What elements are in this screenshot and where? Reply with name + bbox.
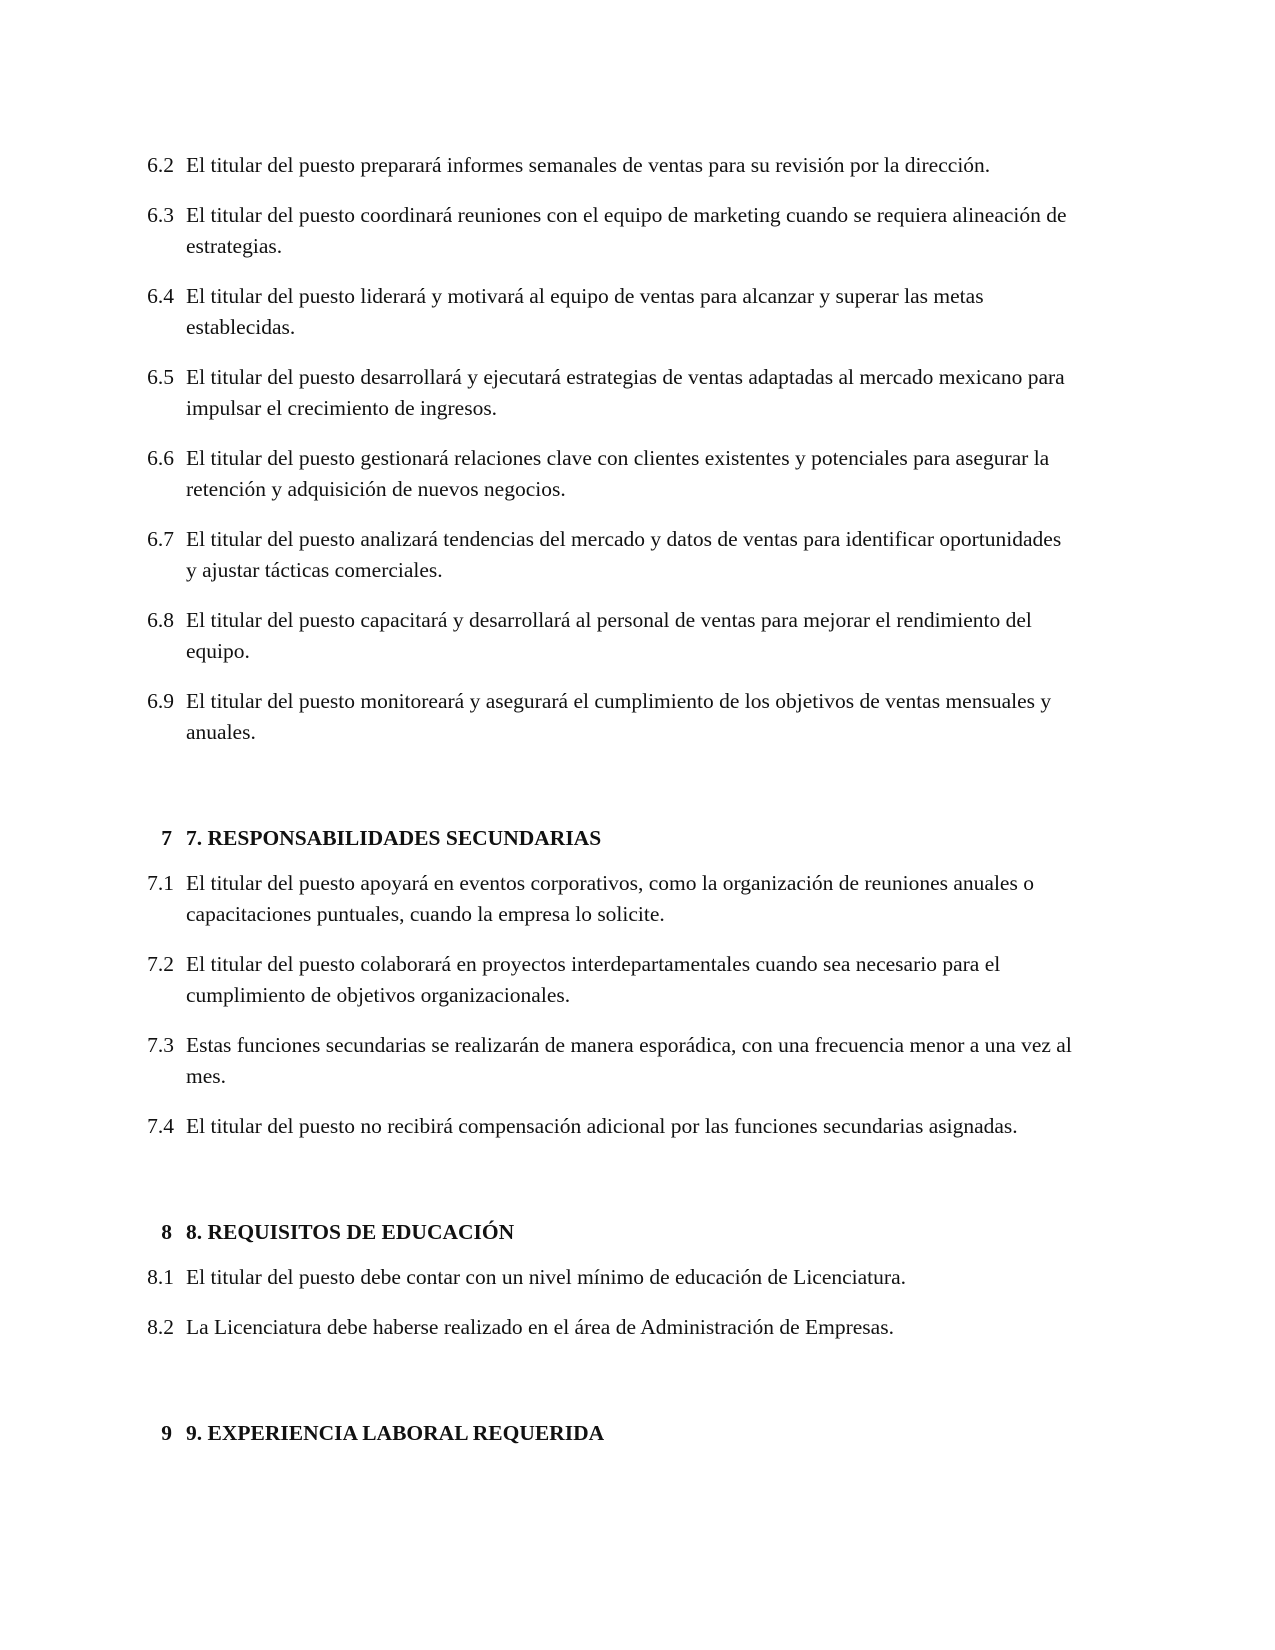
document-body xyxy=(140,150,1075,1463)
clause-text: El titular del puesto coordinará reuniones con el equipo de marketing cuando se requiera alineación de estrategias. xyxy=(186,203,1067,258)
clause-number: 7.4 xyxy=(147,1114,174,1138)
section-spacer xyxy=(140,767,1075,823)
clause-number: 7.1 xyxy=(147,871,174,895)
clause-number: 6.3 xyxy=(147,203,174,227)
clause-number: 6.8 xyxy=(147,608,174,632)
clause-text: El titular del puesto colaborará en proyectos interdepartamentales cuando sea necesario para el cumplimiento de objetivos organizacionales. xyxy=(186,952,1001,1007)
clause-number: 6.5 xyxy=(147,365,174,389)
section-heading xyxy=(140,1217,1075,1248)
section-heading xyxy=(140,823,1075,854)
section-title: 9. EXPERIENCIA LABORAL REQUERIDA xyxy=(186,1421,605,1445)
clause-number: 6.2 xyxy=(147,153,174,177)
clause-text: El titular del puesto analizará tendencias del mercado y datos de ventas para identificar oportunidades y ajustar tácticas comerciales. xyxy=(186,527,1062,582)
clause-row xyxy=(140,150,1075,181)
clause-row xyxy=(140,605,1075,667)
clause-number: 7.2 xyxy=(147,952,174,976)
section-heading xyxy=(140,1418,1075,1449)
clause-row xyxy=(140,524,1075,586)
clause-row xyxy=(140,1111,1075,1142)
clause-number: 6.6 xyxy=(147,446,174,470)
section-spacer xyxy=(140,1362,1075,1418)
clause-row xyxy=(140,686,1075,748)
clause-number: 8.1 xyxy=(147,1265,174,1289)
clause-text: El titular del puesto preparará informes semanales de ventas para su revisión por la dirección. xyxy=(186,153,991,177)
section-spacer xyxy=(140,1161,1075,1217)
clause-number: 6.7 xyxy=(147,527,174,551)
heading-spacer xyxy=(140,1449,1075,1463)
clause-text: El titular del puesto apoyará en eventos corporativos, como la organización de reuniones anuales o capacitaciones puntuales, cuando la empresa lo solicite. xyxy=(186,871,1034,926)
clause-row xyxy=(140,1262,1075,1293)
clause-row xyxy=(140,949,1075,1011)
section-number: 8 xyxy=(161,1220,172,1244)
clause-number: 7.3 xyxy=(147,1033,174,1057)
clause-text: Estas funciones secundarias se realizarán de manera esporádica, con una frecuencia menor a una vez al mes. xyxy=(186,1033,1072,1088)
section-number: 9 xyxy=(161,1421,172,1445)
clause-row xyxy=(140,1030,1075,1092)
section-title: 8. REQUISITOS DE EDUCACIÓN xyxy=(186,1220,515,1244)
clause-text: El titular del puesto debe contar con un nivel mínimo de educación de Licenciatura. xyxy=(186,1265,906,1289)
clause-number: 6.4 xyxy=(147,284,174,308)
section-title: 7. RESPONSABILIDADES SECUNDARIAS xyxy=(186,826,602,850)
section-number: 7 xyxy=(161,826,172,850)
clause-number: 8.2 xyxy=(147,1315,174,1339)
clause-row xyxy=(140,362,1075,424)
clause-row xyxy=(140,443,1075,505)
clause-text: La Licenciatura debe haberse realizado en el área de Administración de Empresas. xyxy=(186,1315,894,1339)
heading-spacer xyxy=(140,1248,1075,1262)
clause-text: El titular del puesto no recibirá compensación adicional por las funciones secundarias asignadas. xyxy=(186,1114,1018,1138)
clause-row xyxy=(140,200,1075,262)
clause-number: 6.9 xyxy=(147,689,174,713)
heading-spacer xyxy=(140,854,1075,868)
clause-text: El titular del puesto desarrollará y ejecutará estrategias de ventas adaptadas al mercado mexicano para impulsar el crecimiento de ingresos. xyxy=(186,365,1065,420)
clause-row xyxy=(140,1312,1075,1343)
clause-row xyxy=(140,868,1075,930)
clause-row xyxy=(140,281,1075,343)
clause-text: El titular del puesto gestionará relaciones clave con clientes existentes y potenciales para asegurar la retención y adquisición de nuevos negocios. xyxy=(186,446,1050,501)
clause-text: El titular del puesto capacitará y desarrollará al personal de ventas para mejorar el rendimiento del equipo. xyxy=(186,608,1032,663)
clause-text: El titular del puesto liderará y motivará al equipo de ventas para alcanzar y superar las metas establecidas. xyxy=(186,284,984,339)
clause-text: El titular del puesto monitoreará y asegurará el cumplimiento de los objetivos de ventas mensuales y anuales. xyxy=(186,689,1052,744)
